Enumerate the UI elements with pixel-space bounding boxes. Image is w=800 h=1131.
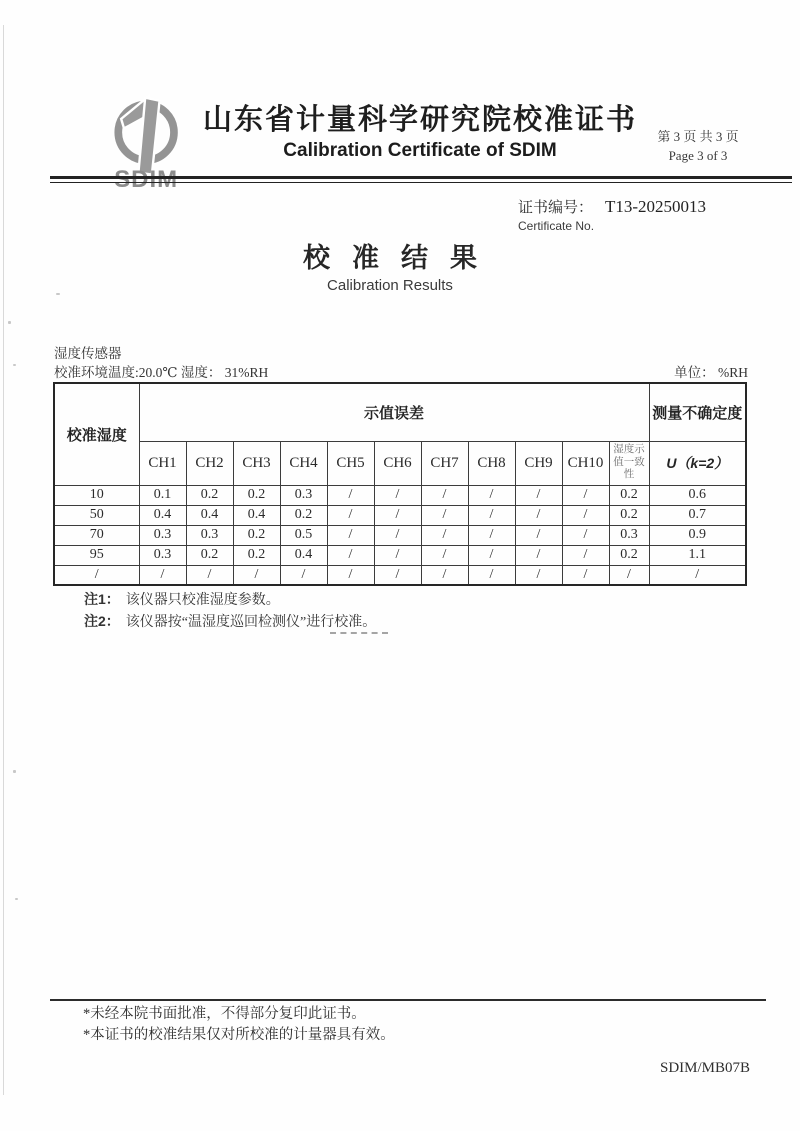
certificate-title-en: Calibration Certificate of SDIM (283, 140, 557, 161)
cell: / (233, 565, 280, 585)
cell: / (421, 545, 468, 565)
cell: / (280, 565, 327, 585)
scan-artifact-dashes (330, 632, 388, 634)
cell: / (562, 525, 609, 545)
cell: / (562, 565, 609, 585)
col-header-calibration-humidity: 校准湿度 (54, 383, 139, 485)
page-indicator-en: Page 3 of 3 (668, 148, 728, 163)
footer-note-2: *本证书的校准结果仅对所校准的计量器具有效。 (83, 1027, 395, 1043)
cell: / (468, 485, 515, 505)
consistency-cell: 0.2 (609, 545, 649, 565)
cell: 0.5 (280, 525, 327, 545)
cell: / (421, 525, 468, 545)
table-row (54, 525, 746, 545)
note-2 (84, 611, 376, 633)
cell: / (374, 525, 421, 545)
table-row (54, 565, 746, 585)
uncertainty-cell: 1.1 (649, 545, 746, 565)
humidity-point: 95 (54, 545, 139, 565)
page-indicator (638, 127, 758, 165)
device-name: 湿度传感器 (54, 346, 122, 361)
uncertainty-cell: 0.7 (649, 505, 746, 525)
header-divider (50, 176, 792, 183)
cell: 0.2 (233, 545, 280, 565)
scan-artifact (13, 770, 16, 773)
table-row (54, 545, 746, 565)
calibration-results-table (53, 382, 747, 586)
cell: / (562, 485, 609, 505)
cell: / (468, 505, 515, 525)
certificate-number-value: T13-20250013 (605, 197, 707, 216)
cell: / (374, 505, 421, 525)
cell: 0.2 (280, 505, 327, 525)
consistency-cell: 0.3 (609, 525, 649, 545)
page-indicator-zh: 第 3 页 共 3 页 (657, 129, 739, 144)
col-header-u-k2: U（k=2） (649, 441, 746, 485)
cell: 0.3 (280, 485, 327, 505)
col-header-ch10: CH10 (562, 441, 609, 485)
cell: / (374, 485, 421, 505)
section-title-en: Calibration Results (327, 277, 453, 294)
cell: / (421, 565, 468, 585)
cell: / (515, 525, 562, 545)
environment-conditions: 校准环境温度:20.0℃ 湿度： 31%RH (54, 365, 269, 380)
col-header-ch9: CH9 (515, 441, 562, 485)
note-1 (84, 589, 376, 611)
cell: / (468, 545, 515, 565)
col-header-consistency: 湿度示值一致性 (609, 441, 649, 485)
cell: / (515, 565, 562, 585)
unit-label: 单位： %RH (674, 365, 748, 380)
cell: 0.2 (186, 485, 233, 505)
footer-notes (83, 1004, 395, 1046)
col-header-ch6: CH6 (374, 441, 421, 485)
cell: 0.4 (280, 545, 327, 565)
cell: 0.4 (233, 505, 280, 525)
uncertainty-cell: 0.9 (649, 525, 746, 545)
sdim-logo-icon (90, 92, 208, 188)
cell: / (327, 545, 374, 565)
cell: 0.3 (186, 525, 233, 545)
cell: / (327, 565, 374, 585)
footer-note-1: *未经本院书面批准，不得部分复印此证书。 (83, 1006, 366, 1022)
cell: / (421, 485, 468, 505)
col-header-uncertainty: 测量不确定度 (649, 383, 746, 441)
uncertainty-cell: / (649, 565, 746, 585)
humidity-point: 50 (54, 505, 139, 525)
cell: / (421, 505, 468, 525)
footer-divider (50, 999, 766, 1001)
col-header-indication-error: 示值误差 (139, 383, 649, 441)
col-header-ch2: CH2 (186, 441, 233, 485)
cell: / (468, 525, 515, 545)
cell: / (562, 545, 609, 565)
certificate-number-label-zh: 证书编号： (518, 200, 594, 216)
scan-artifact (15, 898, 18, 900)
cell: / (515, 485, 562, 505)
note-1-text: 该仪器只校准湿度参数。 (125, 593, 280, 608)
cell: / (139, 565, 186, 585)
cell: 0.2 (233, 485, 280, 505)
certificate-title-zh: 山东省计量科学研究院校准证书 (202, 104, 637, 136)
cell: 0.4 (186, 505, 233, 525)
consistency-cell: / (609, 565, 649, 585)
cell: / (327, 485, 374, 505)
uncertainty-cell: 0.6 (649, 485, 746, 505)
table-row (54, 505, 746, 525)
svg-text:SDIM: SDIM (114, 166, 179, 188)
cell: 0.1 (139, 485, 186, 505)
certificate-number-block (518, 196, 778, 233)
scan-artifact (8, 321, 11, 324)
cell: 0.4 (139, 505, 186, 525)
col-header-ch3: CH3 (233, 441, 280, 485)
cell: / (374, 545, 421, 565)
humidity-point: 10 (54, 485, 139, 505)
section-title-zh: 校准结果 (303, 243, 499, 273)
cell: 0.3 (139, 525, 186, 545)
document-code: SDIM/MB07B (659, 1060, 751, 1076)
col-header-ch1: CH1 (139, 441, 186, 485)
cell: 0.2 (233, 525, 280, 545)
col-header-ch5: CH5 (327, 441, 374, 485)
humidity-point: / (54, 565, 139, 585)
table-notes (84, 589, 376, 633)
humidity-point: 70 (54, 525, 139, 545)
cell: / (327, 525, 374, 545)
note-2-label: 注2： (84, 613, 120, 629)
col-header-ch7: CH7 (421, 441, 468, 485)
consistency-cell: 0.2 (609, 505, 649, 525)
cell: / (186, 565, 233, 585)
cell: / (515, 505, 562, 525)
cell: / (562, 505, 609, 525)
col-header-ch4: CH4 (280, 441, 327, 485)
cell: 0.3 (139, 545, 186, 565)
scan-edge-line (3, 25, 4, 1095)
cell: / (374, 565, 421, 585)
note-1-label: 注1： (84, 591, 120, 607)
certificate-number-label-en: Certificate No. (518, 219, 595, 233)
cell: 0.2 (186, 545, 233, 565)
cell: / (468, 565, 515, 585)
note-2-text: 该仪器按“温湿度巡回检测仪”进行校准。 (125, 615, 377, 630)
cell: / (327, 505, 374, 525)
sdim-logo (90, 92, 208, 188)
table-row (54, 485, 746, 505)
scan-artifact (13, 364, 16, 366)
cell: / (515, 545, 562, 565)
consistency-cell: 0.2 (609, 485, 649, 505)
col-header-ch8: CH8 (468, 441, 515, 485)
